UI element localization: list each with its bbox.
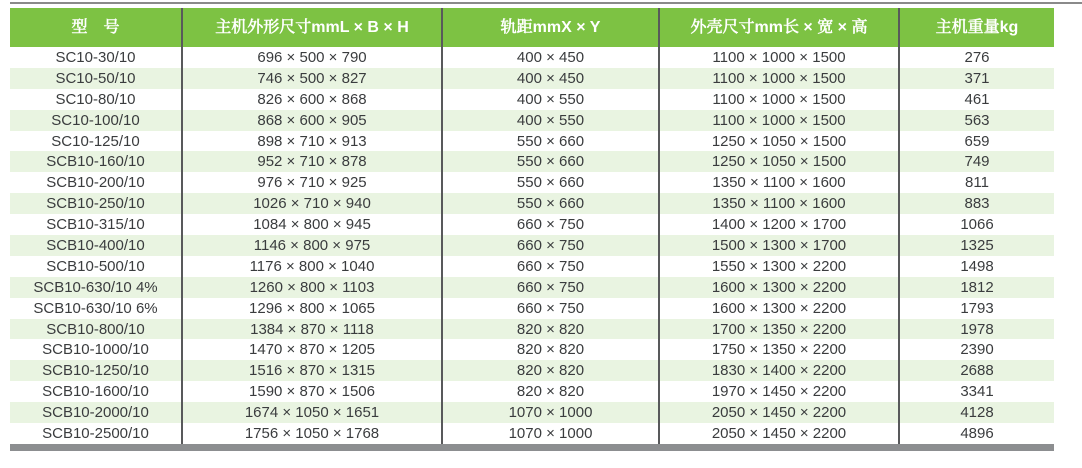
table-cell: 1674 × 1050 × 1651: [183, 402, 443, 423]
table-cell: 660 × 750: [443, 235, 660, 256]
table-cell: 659: [964, 132, 990, 150]
table-cell: 1600 × 1300 × 2200: [660, 298, 900, 319]
table-cell: 400 × 450: [443, 47, 660, 68]
table-row: [10, 298, 1054, 319]
table-cell: SCB10-400/10: [10, 235, 183, 256]
table-cell: 1750 × 1350 × 2200: [660, 339, 900, 360]
table-cell: 660 × 750: [443, 214, 660, 235]
table-cell: 976 × 710 × 925: [183, 172, 443, 193]
table-cell: 1070 × 1000: [443, 402, 660, 423]
table-row: [10, 402, 1054, 423]
table-cell: 1756 × 1050 × 1768: [183, 423, 443, 444]
table-cell: 826 × 600 × 868: [183, 89, 443, 110]
table-cell: 952 × 710 × 878: [183, 151, 443, 172]
table-cell: SC10-30/10: [10, 47, 183, 68]
table-cell: 1498: [960, 257, 994, 275]
column-header-unit-dimensions: 主机外形尺寸mmL × B × H: [183, 8, 443, 47]
table-cell: SCB10-2500/10: [10, 423, 183, 444]
table-row: [10, 256, 1054, 277]
table-cell: 749: [964, 153, 990, 171]
table-cell: SCB10-160/10: [10, 151, 183, 172]
table-cell: 2688: [960, 362, 994, 380]
table-cell: 696 × 500 × 790: [183, 47, 443, 68]
table-cell: 1100 × 1000 × 1500: [660, 68, 900, 89]
table-cell: SCB10-1000/10: [10, 339, 183, 360]
table-cell: 1176 × 800 × 1040: [183, 256, 443, 277]
table-cell: 550 × 660: [443, 193, 660, 214]
table-cell: SC10-80/10: [10, 89, 183, 110]
table-cell: 1084 × 800 × 945: [183, 214, 443, 235]
table-cell: 4128: [960, 404, 994, 422]
table-cell: 1325: [960, 236, 994, 254]
table-cell: 1100 × 1000 × 1500: [660, 89, 900, 110]
table-row: [10, 193, 1054, 214]
table-cell: 660 × 750: [443, 298, 660, 319]
table-cell: 2050 × 1450 × 2200: [660, 423, 900, 444]
table-cell: 1590 × 870 × 1506: [183, 381, 443, 402]
table-cell: 550 × 660: [443, 172, 660, 193]
table-cell: 1793: [960, 299, 994, 317]
table-cell: 2390: [960, 341, 994, 359]
table-cell: SCB10-1600/10: [10, 381, 183, 402]
table-cell: 820 × 820: [443, 381, 660, 402]
table-cell: 1384 × 870 × 1118: [183, 319, 443, 340]
table-row: [10, 319, 1054, 340]
table-cell: 1500 × 1300 × 1700: [660, 235, 900, 256]
table-cell: SCB10-250/10: [10, 193, 183, 214]
table-cell: 276: [964, 48, 990, 66]
table-cell: SC10-50/10: [10, 68, 183, 89]
table-cell: 461: [964, 90, 990, 108]
table-cell: 1296 × 800 × 1065: [183, 298, 443, 319]
table-cell: 1100 × 1000 × 1500: [660, 47, 900, 68]
table-cell: 1830 × 1400 × 2200: [660, 360, 900, 381]
table-cell: SCB10-630/10 4%: [10, 277, 183, 298]
table-cell: 1550 × 1300 × 2200: [660, 256, 900, 277]
table-cell: 1700 × 1350 × 2200: [660, 319, 900, 340]
table-cell: 746 × 500 × 827: [183, 68, 443, 89]
table-cell: SCB10-800/10: [10, 319, 183, 340]
table-cell: 1470 × 870 × 1205: [183, 339, 443, 360]
table-cell: 811: [965, 174, 989, 192]
table-cell: 1978: [960, 320, 994, 338]
table-cell: 400 × 450: [443, 68, 660, 89]
table-row: [10, 151, 1054, 172]
table-cell: SCB10-2000/10: [10, 402, 183, 423]
table-cell: 868 × 600 × 905: [183, 110, 443, 131]
table-row: [10, 277, 1054, 298]
table-row: [10, 172, 1054, 193]
table-cell: 1260 × 800 × 1103: [183, 277, 443, 298]
table-cell: 2050 × 1450 × 2200: [660, 402, 900, 423]
table-row: [10, 360, 1054, 381]
table-cell: SCB10-200/10: [10, 172, 183, 193]
table-cell: 1400 × 1200 × 1700: [660, 214, 900, 235]
table-cell: 660 × 750: [443, 277, 660, 298]
table-row: [10, 235, 1054, 256]
table-cell: 820 × 820: [443, 339, 660, 360]
table-cell: 1600 × 1300 × 2200: [660, 277, 900, 298]
table-cell: 1066: [960, 216, 994, 234]
table-cell: SCB10-1250/10: [10, 360, 183, 381]
table-cell: 660 × 750: [443, 256, 660, 277]
table-cell: 563: [964, 111, 990, 129]
table-cell: 1970 × 1450 × 2200: [660, 381, 900, 402]
column-header-unit-weight: 主机重量kg: [935, 19, 1019, 36]
table-cell: 1812: [960, 278, 994, 296]
table-row: [10, 89, 1054, 110]
table-cell: 1070 × 1000: [443, 423, 660, 444]
table-row: [10, 68, 1054, 89]
table-row: [10, 381, 1054, 402]
table-row: [10, 214, 1054, 235]
table-cell: 400 × 550: [443, 89, 660, 110]
table-cell: SCB10-315/10: [10, 214, 183, 235]
top-rule: [10, 2, 1082, 4]
table-cell: 4896: [960, 424, 994, 442]
table-cell: SC10-100/10: [10, 110, 183, 131]
table-cell: 820 × 820: [443, 360, 660, 381]
table-cell: SC10-125/10: [10, 131, 183, 152]
table-cell: 371: [964, 69, 990, 87]
column-header-shell-dimensions: 外壳尺寸mm长 × 宽 × 高: [660, 8, 900, 47]
table-row: [10, 110, 1054, 131]
column-header-model: 型 号: [10, 8, 183, 47]
table-cell: 3341: [960, 383, 994, 401]
table-cell: 1250 × 1050 × 1500: [660, 151, 900, 172]
table-body: [10, 47, 1054, 444]
table-cell: 898 × 710 × 913: [183, 131, 443, 152]
table-cell: 820 × 820: [443, 319, 660, 340]
table-cell: 1146 × 800 × 975: [183, 235, 443, 256]
table-cell: 1350 × 1100 × 1600: [660, 193, 900, 214]
bottom-rule: [10, 444, 1054, 451]
table-row: [10, 423, 1054, 444]
table-row: [10, 131, 1054, 152]
table-cell: 550 × 660: [443, 151, 660, 172]
table-cell: 1026 × 710 × 940: [183, 193, 443, 214]
table-cell: 1100 × 1000 × 1500: [660, 110, 900, 131]
table-row: [10, 339, 1054, 360]
table-row: [10, 47, 1054, 68]
spec-table: [10, 8, 1054, 451]
table-cell: 883: [964, 195, 990, 213]
table-cell: 1350 × 1100 × 1600: [660, 172, 900, 193]
table-header-row: [10, 8, 1054, 47]
column-header-rail-gauge: 轨距mmX × Y: [443, 8, 660, 47]
table-cell: SCB10-500/10: [10, 256, 183, 277]
table-cell: 550 × 660: [443, 131, 660, 152]
table-cell: 400 × 550: [443, 110, 660, 131]
table-cell: 1516 × 870 × 1315: [183, 360, 443, 381]
table-cell: SCB10-630/10 6%: [10, 298, 183, 319]
table-cell: 1250 × 1050 × 1500: [660, 131, 900, 152]
